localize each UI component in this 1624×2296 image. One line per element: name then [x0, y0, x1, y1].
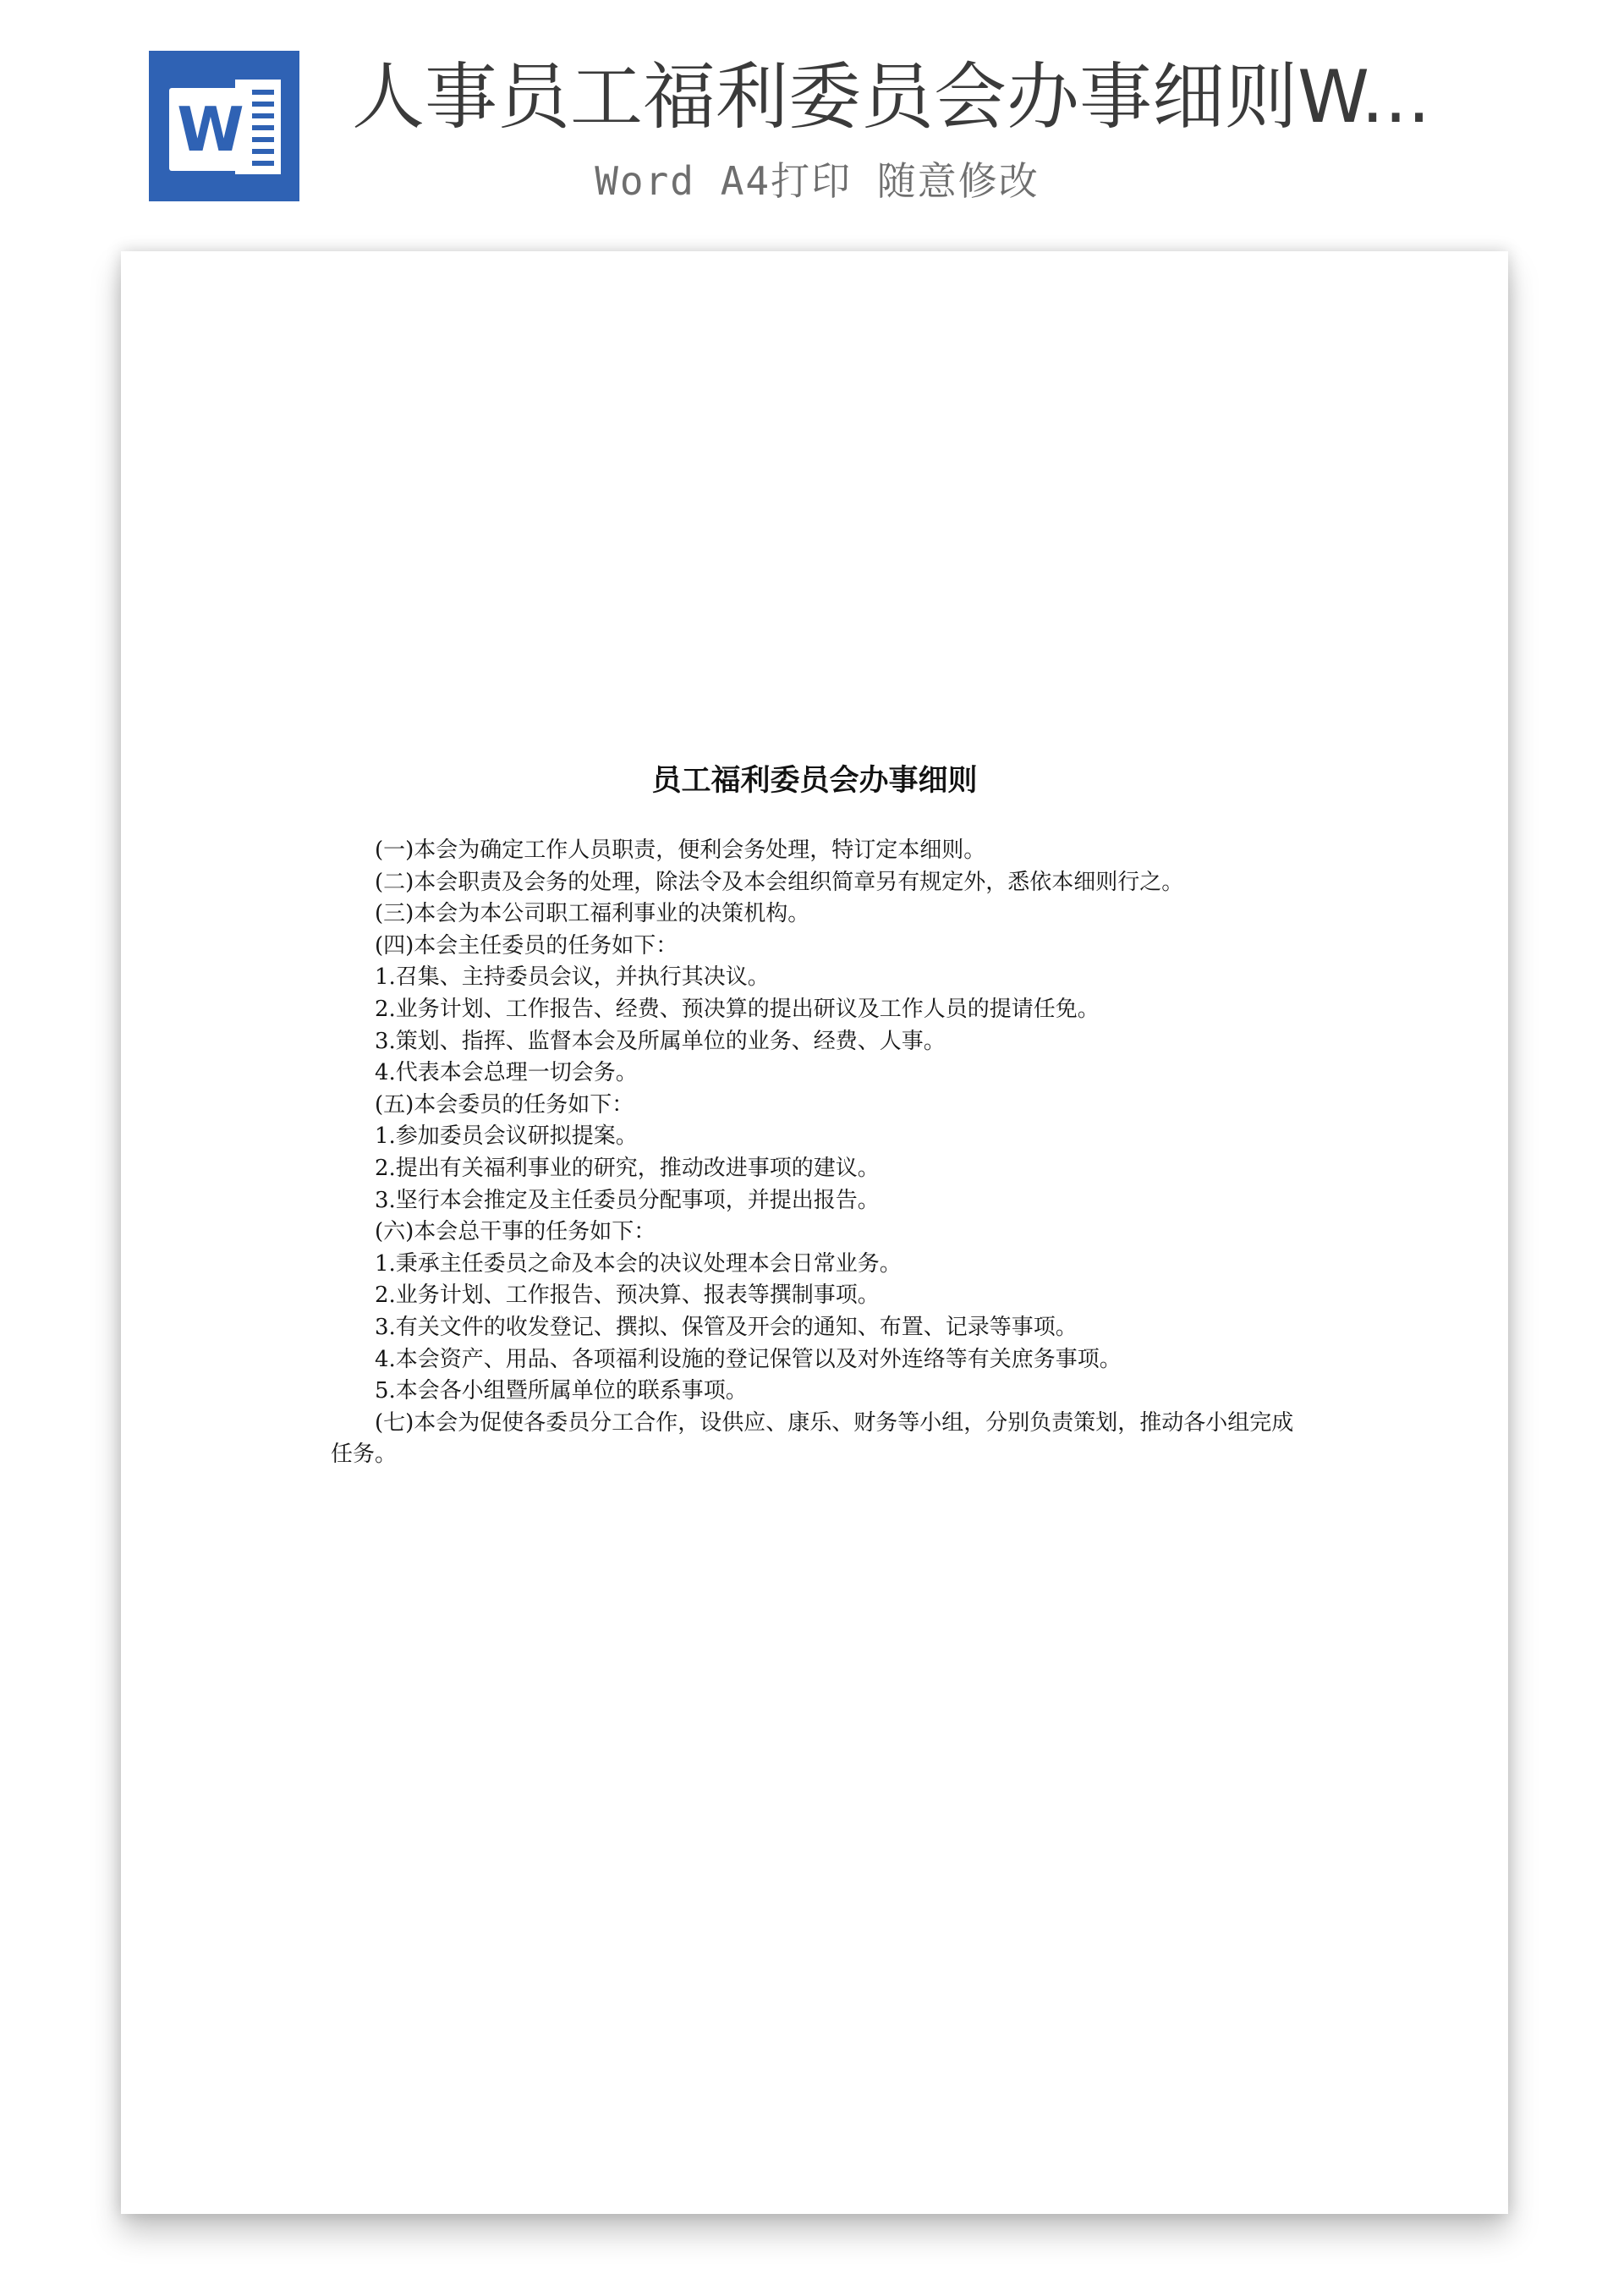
list-item: 3.有关文件的收发登记、撰拟、保管及开会的通知、布置、记录等事项。	[375, 1314, 1078, 1340]
document-title: 员工福利委员会办事细则	[651, 764, 978, 798]
list-item: 1.参加委员会议研拟提案。	[375, 1123, 638, 1150]
list-item: 1.召集、主持委员会议，并执行其决议。	[375, 964, 770, 991]
document-body	[331, 835, 1303, 1471]
paragraph: (二)本会职责及会务的处理，除法令及本会组织简章另有规定外，悉依本细则行之。	[375, 869, 1184, 895]
list-item: 2.提出有关福利事业的研究，推动改进事项的建议。	[375, 1155, 880, 1181]
paragraph: (六)本会总干事的任务如下：	[375, 1219, 656, 1245]
paragraph: (三)本会为本公司职工福利事业的决策机构。	[375, 901, 810, 927]
list-item: 3.策划、指挥、监督本会及所属单位的业务、经费、人事。	[375, 1028, 946, 1054]
list-item: 2.业务计划、工作报告、经费、预决算的提出研议及工作人员的提请任免。	[375, 996, 1100, 1022]
list-item: 2.业务计划、工作报告、预决算、报表等撰制事项。	[375, 1283, 880, 1309]
paragraph: (四)本会主任委员的任务如下：	[375, 932, 678, 958]
list-item: 3.坚行本会推定及主任委员分配事项，并提出报告。	[375, 1187, 880, 1213]
list-item: 5.本会各小组暨所属单位的联系事项。	[375, 1378, 748, 1404]
paragraph: (一)本会为确定工作人员职责，便利会务处理，特订定本细则。	[375, 838, 986, 863]
list-item: 4.本会资产、用品、各项福利设施的登记保管以及对外连络等有关庶务事项。	[375, 1346, 1122, 1372]
list-item: 4.代表本会总理一切会务。	[375, 1060, 638, 1086]
page-subtitle: Word A4打印 随意修改	[595, 158, 1040, 204]
paragraph: (五)本会委员的任务如下：	[375, 1091, 634, 1118]
word-icon-letter: W	[177, 94, 244, 165]
header	[0, 0, 1624, 237]
document-page	[121, 251, 1508, 2214]
page-title: 人事员工福利委员会办事细则W...	[352, 55, 1431, 140]
word-doc-icon	[149, 51, 299, 201]
paragraph: (七)本会为促使各委员分工合作，设供应、康乐、财务等小组，分别负责策划，推动各小组完成任务。	[331, 1409, 1294, 1468]
list-item: 1.秉承主任委员之命及本会的决议处理本会日常业务。	[375, 1250, 902, 1277]
